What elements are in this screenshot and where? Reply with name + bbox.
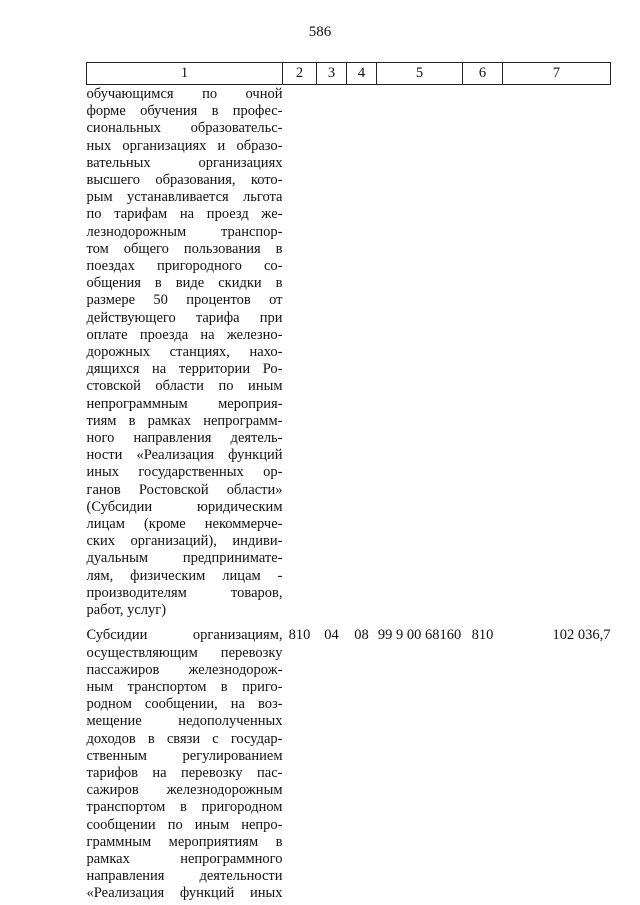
- description-line: размере 50 процентов от: [86, 292, 283, 309]
- description-line: тиям в рамках непрограмм-: [86, 412, 283, 429]
- description-line: родном сообщении, на воз-: [86, 696, 283, 713]
- column-header-5: 5: [377, 63, 463, 85]
- description-line: ности «Реализация функций: [86, 447, 283, 464]
- description-line: обучающимся по очной: [86, 86, 283, 102]
- column-header-4: 4: [347, 63, 377, 85]
- description-line: ного направления деятель-: [86, 430, 283, 447]
- table-row: [87, 619, 611, 902]
- description-line: осуществляющим перевозку: [86, 644, 283, 661]
- description-line: рым устанавливается льгота: [86, 189, 283, 206]
- cell-code-2: [283, 85, 317, 620]
- table-row: [87, 85, 611, 620]
- description-line: общения в виде скидки в: [86, 275, 283, 292]
- description-line: оплате проезда на железно-: [86, 326, 283, 343]
- description-line: действующего тарифа при: [86, 309, 283, 326]
- description-line: лезнодорожным транспор-: [86, 223, 283, 240]
- budget-table: [86, 62, 611, 903]
- cell-code-3: 04: [324, 627, 339, 644]
- column-header-7: 7: [503, 63, 611, 85]
- cell-code-3: [317, 85, 347, 620]
- description-line: ных организациях и образо-: [86, 137, 283, 154]
- description-line: рамках непрограммного: [86, 850, 283, 867]
- description-line: непрограммным мероприя-: [86, 395, 283, 412]
- cell-code-5: 99 9 00 68160: [377, 627, 462, 644]
- description-line: иных государственных ор-: [86, 464, 283, 481]
- description-line: доходов в связи с государ-: [86, 730, 283, 747]
- column-header-3: 3: [317, 63, 347, 85]
- description-line: граммным мероприятиям в: [86, 833, 283, 850]
- description-line: сиональных образовательс-: [86, 120, 283, 137]
- description-line: направления деятельности: [86, 868, 283, 885]
- description-line: стовской области по иным: [86, 378, 283, 395]
- description-line: «Реализация функций иных: [86, 885, 283, 902]
- cell-code-5: [377, 85, 463, 620]
- description-line: дящихся на территории Ро-: [86, 361, 283, 378]
- column-header-2: 2: [283, 63, 317, 85]
- description-line: ских организаций), индиви-: [86, 533, 283, 550]
- cell-code-6: 810: [471, 627, 494, 644]
- description-line: работ, услуг): [86, 602, 167, 619]
- description-line: по тарифам на проезд же-: [86, 206, 283, 223]
- description-line: производителям товаров,: [86, 584, 283, 601]
- row-description: [87, 619, 283, 902]
- description-line: сажиров железнодорожным: [86, 782, 283, 799]
- description-line: ным транспортом в приго-: [86, 678, 283, 695]
- cell-amount: [503, 85, 611, 620]
- cell-code-6: [463, 85, 503, 620]
- description-line: том общего пользования в: [86, 240, 283, 257]
- description-line: дорожных станциях, нахо-: [86, 344, 283, 361]
- description-line: Субсидии организациям,: [86, 627, 283, 644]
- description-line: тарифов на перевозку пас-: [86, 764, 283, 781]
- header-row: [87, 63, 611, 85]
- description-line: (Субсидии юридическим: [86, 498, 283, 515]
- description-line: высшего образования, кото-: [86, 172, 283, 189]
- cell-amount: 102 036,7: [552, 627, 611, 644]
- description-line: лям, физическим лицам -: [86, 567, 283, 584]
- description-line: пассажиров железнодорож-: [86, 661, 283, 678]
- description-line: ственным регулированием: [86, 747, 283, 764]
- cell-code-4: [347, 85, 377, 620]
- description-line: вательных организациях: [86, 154, 283, 171]
- description-line: форме обучения в профес-: [86, 103, 283, 120]
- description-line: мещение недополученных: [86, 713, 283, 730]
- description-line: дуальным предпринимате-: [86, 550, 283, 567]
- description-line: ганов Ростовской области»: [86, 481, 283, 498]
- cell-code-4: 08: [354, 627, 369, 644]
- cell-code-2: 810: [288, 627, 311, 644]
- description-line: транспортом в пригородном: [86, 799, 283, 816]
- column-header-1: 1: [87, 63, 283, 85]
- description-line: поездах пригородного со-: [86, 258, 283, 275]
- page-number: 586: [308, 24, 332, 40]
- description-line: сообщении по иным непро-: [86, 816, 283, 833]
- row-description: [87, 85, 283, 620]
- column-header-6: 6: [463, 63, 503, 85]
- description-line: лицам (кроме некоммерче-: [86, 516, 283, 533]
